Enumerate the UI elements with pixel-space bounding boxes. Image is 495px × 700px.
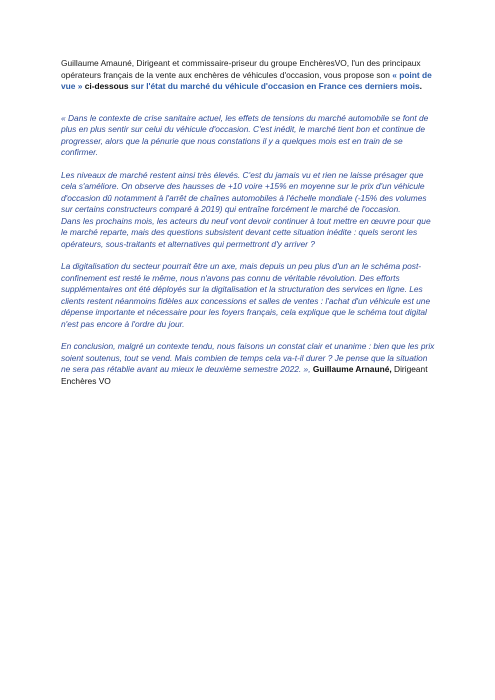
signature-role: Dirigeant Enchères VO bbox=[61, 364, 428, 386]
conclusion-text: En conclusion, malgré un contexte tendu, nous faisons un constat clair et unanime : bien que les prix soient soutenus, tout se vend. Mais combien de temps cela va-t-il durer ? Je pense que la situation ne sera pas rétablie avant au mieux le deuxième semestre 2022. », bbox=[61, 341, 435, 374]
quote-paragraph-2: Les niveaux de marché restent ainsi très élevés. C'est du jamais vu et rien ne laisse présager que cela s'améliore. On observe des hausses de +10 voire +15% en moyenne sur le prix d'un véhicule d'occasion dû notamment à l'arrêt de chaînes automobiles à l'échelle mondiale (-15% des volumes sur certains constructeurs comparé à 2019) qui entraîne forcément le marché de l'occasion. bbox=[61, 169, 427, 214]
intro-text-b: ci-dessous bbox=[82, 81, 131, 91]
intro-text-a: Guillaume Amauné, Dirigeant et commissaire-priseur du groupe EnchèresVO, l'un des principaux opérateurs français de la vente aux enchères de véhicules d'occasion, vous propose son bbox=[61, 58, 421, 80]
intro-text-c: . bbox=[419, 81, 422, 91]
intro-paragraph bbox=[61, 58, 437, 93]
quote-paragraph-5 bbox=[61, 341, 437, 387]
market-state-link[interactable]: sur l'état du marché du véhicule d'occasion en France ces derniers mois bbox=[130, 81, 420, 91]
signature-name: Guillaume Arnauné, bbox=[312, 364, 392, 374]
quote-paragraph-4: La digitalisation du secteur pourrait être un axe, mais depuis un peu plus d'un an le schéma post-confinement est resté le même, nous n'avons pas connu de véritable révolution. Des efforts supplémentaires ont été déployés sur la digitalisation et la structuration des services en ligne. Les clients restent néanmoins fidèles aux concessions et salles de ventes : l'achat d'un véhicule est une dépense importante et nécessaire pour les foyers français, cela explique que le schéma tout digital n'est pas encore à l'ordre du jour. bbox=[61, 261, 431, 329]
point-de-vue-link[interactable]: « point de vue » bbox=[61, 69, 432, 91]
quote-paragraph-1: « Dans le contexte de crise sanitaire actuel, les effets de tensions du marché automobile se font de plus en plus sentir sur celui du véhicule d'occasion. C'est inédit, le marché tient bon et continue de progresser, alors que la pénurie que nous constations il y a quelques mois est en train de se confirmer. bbox=[61, 112, 429, 157]
quote-paragraph-3: Dans les prochains mois, les acteurs du neuf vont devoir continuer à tout mettre en œuvre pour que le marché reparte, mais des questions subsistent devant cette situation inédite : quels seront les opérateurs, sous-traitants et alternatives qui permettront d'y arriver ? bbox=[61, 215, 431, 249]
